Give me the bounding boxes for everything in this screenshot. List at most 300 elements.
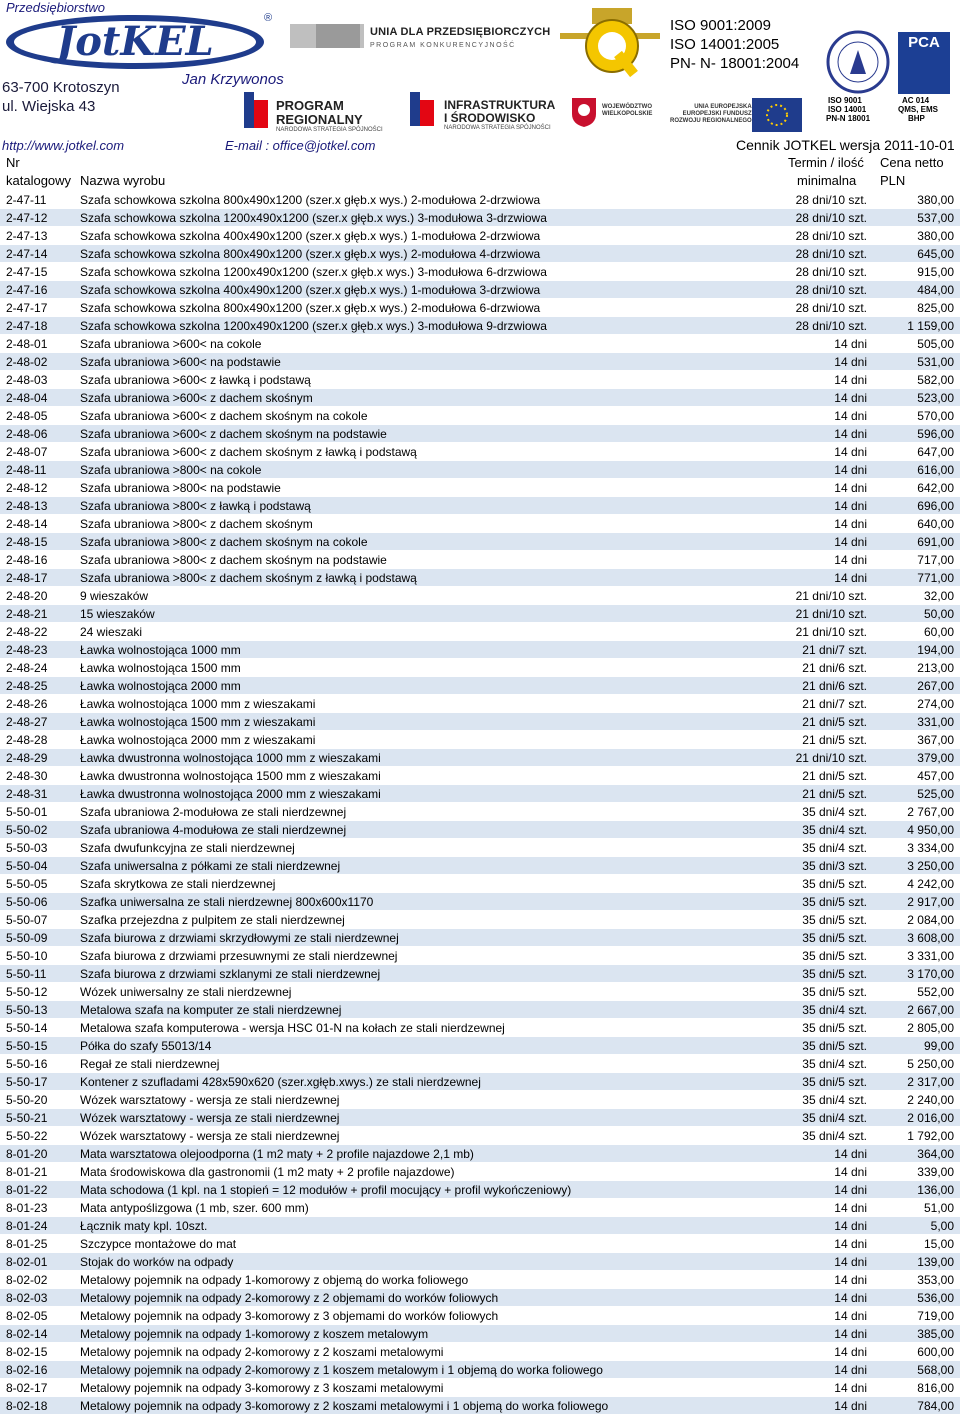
eu-fund-text: [670, 104, 752, 125]
cell-product-name: Mata warsztatowa olejoodporna (1 m2 maty + 2 profile najazdowe 2,1 mb): [80, 1147, 474, 1161]
cell-catalog-number: 2-48-22: [6, 625, 48, 639]
cell-price: 523,00: [917, 391, 954, 405]
cell-lead-time: 14 dni: [834, 481, 867, 495]
ue-title: UNIA DLA PRZEDSIĘBIORCZYCH: [370, 26, 551, 38]
table-row: [0, 263, 960, 281]
cell-catalog-number: 2-48-31: [6, 787, 48, 801]
table-row: [0, 1127, 960, 1145]
cell-price: 2 317,00: [907, 1075, 954, 1089]
table-row: [0, 1091, 960, 1109]
cell-price: 570,00: [917, 409, 954, 423]
cell-lead-time: 14 dni: [834, 1309, 867, 1323]
table-row: [0, 1181, 960, 1199]
cell-lead-time: 35 dni/5 szt.: [802, 985, 867, 999]
col-price-line2: PLN: [880, 173, 906, 188]
table-row: [0, 767, 960, 785]
cell-catalog-number: 5-50-22: [6, 1129, 48, 1143]
cell-catalog-number: 2-48-14: [6, 517, 48, 531]
cell-product-name: Szafa ubraniowa >800< na cokole: [80, 463, 262, 477]
cell-catalog-number: 5-50-17: [6, 1075, 48, 1089]
cell-product-name: Szafa ubraniowa >600< z ławką i podstawą: [80, 373, 311, 387]
cell-lead-time: 28 dni/10 szt.: [795, 229, 867, 243]
table-row: [0, 1307, 960, 1325]
cell-price: 364,00: [917, 1147, 954, 1161]
cell-lead-time: 21 dni/6 szt.: [802, 679, 867, 693]
table-row: [0, 1199, 960, 1217]
cell-catalog-number: 2-47-13: [6, 229, 48, 243]
cell-product-name: Metalowy pojemnik na odpady 1-komorowy z koszem metalowym: [80, 1327, 429, 1341]
cell-price: 457,00: [917, 769, 954, 783]
cell-product-name: Szafa schowkowa szkolna 400x490x1200 (szer.x głęb.x wys.) 1-modułowa 3-drzwiowa: [80, 283, 541, 297]
cell-catalog-number: 5-50-21: [6, 1111, 48, 1125]
cell-lead-time: 14 dni: [834, 1183, 867, 1197]
cell-catalog-number: 5-50-05: [6, 877, 48, 891]
iso-18001: PN- N- 18001:2004: [670, 55, 800, 72]
cell-lead-time: 21 dni/10 szt.: [795, 589, 867, 603]
cell-catalog-number: 5-50-06: [6, 895, 48, 909]
cell-lead-time: 35 dni/5 szt.: [802, 1021, 867, 1035]
ue-subtitle: PROGRAM KONKURENCYJNOŚĆ: [370, 42, 516, 49]
cell-price: 15,00: [923, 1237, 954, 1251]
table-row: [0, 947, 960, 965]
table-row: [0, 659, 960, 677]
table-row: [0, 425, 960, 443]
cell-price: 50,00: [923, 607, 954, 621]
cell-catalog-number: 8-02-15: [6, 1345, 48, 1359]
cell-lead-time: 35 dni/5 szt.: [802, 913, 867, 927]
cell-price: 717,00: [917, 553, 954, 567]
cell-product-name: Szafa dwufunkcyjna ze stali nierdzewnej: [80, 841, 295, 855]
cell-lead-time: 14 dni: [834, 1255, 867, 1269]
cell-catalog-number: 2-48-21: [6, 607, 48, 621]
cell-price: 568,00: [917, 1363, 954, 1377]
cell-lead-time: 28 dni/10 szt.: [795, 211, 867, 225]
cell-price: 825,00: [917, 301, 954, 315]
email-link[interactable]: E-mail : office@jotkel.com: [225, 138, 376, 153]
cell-lead-time: 14 dni: [834, 445, 867, 459]
cell-lead-time: 35 dni/4 szt.: [802, 1093, 867, 1107]
cell-catalog-number: 8-02-02: [6, 1273, 48, 1287]
wojewodztwo-line1: WOJEWÓDZTWO: [602, 104, 652, 110]
cell-lead-time: 14 dni: [834, 1363, 867, 1377]
table-row: [0, 1397, 960, 1415]
table-row: [0, 335, 960, 353]
cell-price: 99,00: [923, 1039, 954, 1053]
cell-product-name: Szafa ubraniowa >600< na cokole: [80, 337, 262, 351]
cell-price: 600,00: [917, 1345, 954, 1359]
program-regionalny-line2: REGIONALNY: [276, 112, 363, 127]
cell-catalog-number: 8-01-22: [6, 1183, 48, 1197]
cell-lead-time: 28 dni/10 szt.: [795, 193, 867, 207]
table-row: [0, 1163, 960, 1181]
cell-catalog-number: 2-48-24: [6, 661, 48, 675]
cell-lead-time: 35 dni/4 szt.: [802, 841, 867, 855]
cell-price: 484,00: [917, 283, 954, 297]
cell-price: 331,00: [917, 715, 954, 729]
cell-product-name: Ławka wolnostojąca 1500 mm: [80, 661, 241, 675]
program-regionalny-logo-icon: [234, 90, 274, 134]
table-row: [0, 983, 960, 1001]
cell-catalog-number: 5-50-12: [6, 985, 48, 999]
cell-price: 32,00: [923, 589, 954, 603]
cell-catalog-number: 2-47-15: [6, 265, 48, 279]
cell-lead-time: 35 dni/4 szt.: [802, 823, 867, 837]
table-row: [0, 677, 960, 695]
cell-catalog-number: 2-47-14: [6, 247, 48, 261]
table-row: [0, 875, 960, 893]
cell-catalog-number: 2-47-16: [6, 283, 48, 297]
table-row: [0, 857, 960, 875]
cell-product-name: 15 wieszaków: [80, 607, 155, 621]
cell-lead-time: 35 dni/4 szt.: [802, 1111, 867, 1125]
table-row: [0, 515, 960, 533]
cell-price: 213,00: [917, 661, 954, 675]
cell-lead-time: 14 dni: [834, 1219, 867, 1233]
table-row: [0, 1073, 960, 1091]
cell-product-name: Kontener z szufladami 428x590x620 (szer.xgłęb.xwys.) ze stali nierdzewnej: [80, 1075, 481, 1089]
cell-lead-time: 35 dni/5 szt.: [802, 877, 867, 891]
quality-q-badge-icon: [560, 2, 660, 82]
cell-product-name: Mata środowiskowa dla gastronomii (1 m2 maty + 2 profile najazdowe): [80, 1165, 455, 1179]
cell-catalog-number: 8-02-01: [6, 1255, 48, 1269]
pca-label: PCA: [908, 34, 940, 51]
cell-product-name: Szafa uniwersalna z półkami ze stali nierdzewnej: [80, 859, 341, 873]
cell-product-name: Ławka dwustronna wolnostojąca 1500 mm z wieszakami: [80, 769, 381, 783]
cell-lead-time: 14 dni: [834, 1237, 867, 1251]
cell-product-name: Półka do szafy 55013/14: [80, 1039, 212, 1053]
cell-catalog-number: 2-47-11: [6, 193, 47, 207]
pca-bhp: BHP: [908, 114, 925, 123]
cell-lead-time: 21 dni/10 szt.: [795, 607, 867, 621]
cell-lead-time: 21 dni/7 szt.: [802, 697, 867, 711]
cell-price: 915,00: [917, 265, 954, 279]
table-row: [0, 731, 960, 749]
cell-price: 525,00: [917, 787, 954, 801]
cell-catalog-number: 2-48-06: [6, 427, 48, 441]
cell-product-name: Szafa skrytkowa ze stali nierdzewnej: [80, 877, 276, 891]
cell-price: 2 667,00: [907, 1003, 954, 1017]
cell-price: 3 250,00: [907, 859, 954, 873]
cell-price: 505,00: [917, 337, 954, 351]
cell-catalog-number: 2-47-17: [6, 301, 48, 315]
cell-product-name: Ławka dwustronna wolnostojąca 2000 mm z wieszakami: [80, 787, 381, 801]
price-list-version: Cennik JOTKEL wersja 2011-10-01: [736, 137, 955, 153]
cell-price: 5,00: [930, 1219, 954, 1233]
cell-product-name: Ławka wolnostojąca 1500 mm z wieszakami: [80, 715, 316, 729]
infrastruktura-title: [444, 99, 555, 125]
registered-mark: ®: [264, 12, 273, 24]
pca-ac: AC 014: [902, 96, 930, 105]
col-nr-line2: katalogowy: [6, 173, 72, 188]
iso-14001: ISO 14001:2005: [670, 36, 780, 53]
cell-price: 380,00: [917, 229, 954, 243]
cell-catalog-number: 2-48-05: [6, 409, 48, 423]
cell-product-name: Szafa biurowa z drzwiami przesuwnymi ze stali nierdzewnej: [80, 949, 398, 963]
cell-catalog-number: 8-01-23: [6, 1201, 48, 1215]
cell-product-name: 9 wieszaków: [80, 589, 149, 603]
cell-price: 51,00: [923, 1201, 954, 1215]
cell-product-name: Ławka dwustronna wolnostojąca 1000 mm z wieszakami: [80, 751, 381, 765]
cell-product-name: Szafa ubraniowa >800< z dachem skośnym na cokole: [80, 535, 368, 549]
table-row: [0, 353, 960, 371]
cell-lead-time: 14 dni: [834, 391, 867, 405]
cell-catalog-number: 8-02-17: [6, 1381, 48, 1395]
infrastruktura-line1: INFRASTRUKTURA: [444, 98, 556, 112]
website-link[interactable]: http://www.jotkel.com: [2, 138, 125, 153]
cell-product-name: Ławka wolnostojąca 1000 mm: [80, 643, 241, 657]
cell-catalog-number: 5-50-14: [6, 1021, 48, 1035]
cell-product-name: Szafa ubraniowa >800< z ławką i podstawą: [80, 499, 311, 513]
pca-badge: [898, 32, 950, 94]
jotkel-logo: [4, 13, 266, 71]
cell-lead-time: 28 dni/10 szt.: [795, 283, 867, 297]
cell-price: 385,00: [917, 1327, 954, 1341]
col-term-line2: minimalna: [797, 173, 857, 188]
cell-price: 582,00: [917, 373, 954, 387]
cell-product-name: Wózek uniwersalny ze stali nierdzewnej: [80, 985, 292, 999]
cell-price: 536,00: [917, 1291, 954, 1305]
cell-price: 4 950,00: [907, 823, 954, 837]
cell-price: 784,00: [917, 1399, 954, 1413]
cell-product-name: Metalowy pojemnik na odpady 3-komorowy z 3 koszami metalowymi: [80, 1381, 444, 1395]
logo-text: JotKEL: [56, 18, 214, 65]
cell-lead-time: 14 dni: [834, 1291, 867, 1305]
table-row: [0, 533, 960, 551]
cell-product-name: Szafa ubraniowa >600< z dachem skośnym z ławką i podstawą: [80, 445, 417, 459]
cell-price: 2 767,00: [907, 805, 954, 819]
table-row: [0, 1361, 960, 1379]
cell-lead-time: 21 dni/5 szt.: [802, 715, 867, 729]
cell-product-name: 24 wieszaki: [80, 625, 143, 639]
cell-product-name: Szafa schowkowa szkolna 1200x490x1200 (szer.x głęb.x wys.) 3-modułowa 9-drzwiowa: [80, 319, 547, 333]
cell-price: 3 608,00: [907, 931, 954, 945]
cell-lead-time: 14 dni: [834, 499, 867, 513]
table-row: [0, 1109, 960, 1127]
table-row: [0, 839, 960, 857]
cell-catalog-number: 5-50-15: [6, 1039, 48, 1053]
table-row: [0, 1379, 960, 1397]
table-row: [0, 461, 960, 479]
cell-price: 647,00: [917, 445, 954, 459]
cell-price: 267,00: [917, 679, 954, 693]
cell-product-name: Szafa schowkowa szkolna 800x490x1200 (szer.x głęb.x wys.) 2-modułowa 4-drzwiowa: [80, 247, 541, 261]
cell-price: 339,00: [917, 1165, 954, 1179]
cell-price: 380,00: [917, 193, 954, 207]
cell-price: 696,00: [917, 499, 954, 513]
cell-price: 4 242,00: [907, 877, 954, 891]
cell-catalog-number: 2-48-13: [6, 499, 48, 513]
cell-product-name: Szafa schowkowa szkolna 1200x490x1200 (szer.x głęb.x wys.) 3-modułowa 6-drzwiowa: [80, 265, 547, 279]
cell-price: 640,00: [917, 517, 954, 531]
cell-product-name: Szafa ubraniowa >800< z dachem skośnym z ławką i podstawą: [80, 571, 417, 585]
cell-lead-time: 14 dni: [834, 1147, 867, 1161]
cell-lead-time: 21 dni/10 szt.: [795, 751, 867, 765]
table-row: [0, 245, 960, 263]
table-row: [0, 1037, 960, 1055]
infrastruktura-line2: I ŚRODOWISKO: [444, 111, 536, 125]
wojewodztwo-line2: WIELKOPOLSKIE: [602, 111, 653, 117]
cell-lead-time: 35 dni/4 szt.: [802, 1129, 867, 1143]
cell-price: 719,00: [917, 1309, 954, 1323]
cell-catalog-number: 2-48-03: [6, 373, 48, 387]
eu-flag-icon: [752, 98, 802, 132]
cell-product-name: Ławka wolnostojąca 2000 mm: [80, 679, 241, 693]
infrastruktura-logo-icon: [402, 88, 442, 132]
table-row: [0, 209, 960, 227]
program-regionalny-sub: NARODOWA STRATEGIA SPÓJNOŚCI: [276, 127, 383, 133]
cell-catalog-number: 2-48-16: [6, 553, 48, 567]
cell-price: 552,00: [917, 985, 954, 999]
cell-catalog-number: 5-50-01: [6, 805, 48, 819]
cell-catalog-number: 2-48-15: [6, 535, 48, 549]
cell-catalog-number: 2-48-27: [6, 715, 48, 729]
table-row: [0, 713, 960, 731]
program-regionalny-title: [276, 99, 363, 127]
eu-fund-line1: UNIA EUROPEJSKA: [694, 104, 752, 110]
cell-lead-time: 14 dni: [834, 373, 867, 387]
table-row: [0, 1001, 960, 1019]
cell-product-name: Wózek warsztatowy - wersja ze stali nierdzewnej: [80, 1093, 340, 1107]
cell-catalog-number: 8-01-21: [6, 1165, 48, 1179]
cell-product-name: Metalowa szafa komputerowa - wersja HSC 01-N na kołach ze stali nierdzewnej: [80, 1021, 505, 1035]
cell-price: 691,00: [917, 535, 954, 549]
cell-lead-time: 14 dni: [834, 1201, 867, 1215]
cell-lead-time: 35 dni/5 szt.: [802, 967, 867, 981]
header: [0, 0, 960, 155]
cell-catalog-number: 2-48-30: [6, 769, 48, 783]
cell-price: 274,00: [917, 697, 954, 711]
table-row: [0, 1253, 960, 1271]
cell-product-name: Metalowy pojemnik na odpady 2-komorowy z 2 koszami metalowymi: [80, 1345, 444, 1359]
cell-price: 3 170,00: [907, 967, 954, 981]
iso-9001: ISO 9001:2009: [670, 17, 771, 34]
cell-product-name: Szafa schowkowa szkolna 800x490x1200 (szer.x głęb.x wys.) 2-modułowa 6-drzwiowa: [80, 301, 541, 315]
cell-lead-time: 14 dni: [834, 427, 867, 441]
cell-product-name: Wózek warsztatowy - wersja ze stali nierdzewnej: [80, 1111, 340, 1125]
table-row: [0, 443, 960, 461]
cell-catalog-number: 5-50-16: [6, 1057, 48, 1071]
cell-price: 194,00: [917, 643, 954, 657]
cell-product-name: Mata antypoślizgowa (1 mb, szer. 600 mm): [80, 1201, 309, 1215]
cert-iso-14001: ISO 14001: [828, 105, 867, 114]
company-street: ul. Wiejska 43: [2, 98, 96, 115]
cell-catalog-number: 5-50-13: [6, 1003, 48, 1017]
table-row: [0, 695, 960, 713]
cell-price: 2 084,00: [907, 913, 954, 927]
cell-product-name: Szafa ubraniowa 2-modułowa ze stali nierdzewnej: [80, 805, 347, 819]
table-row: [0, 623, 960, 641]
cell-catalog-number: 8-02-03: [6, 1291, 48, 1305]
cell-lead-time: 14 dni: [834, 1273, 867, 1287]
table-row: [0, 1289, 960, 1307]
col-term-line1: Termin / ilość: [788, 155, 864, 170]
company-owner: Jan Krzywonos: [182, 71, 284, 88]
cell-lead-time: 35 dni/4 szt.: [802, 805, 867, 819]
table-row: [0, 569, 960, 587]
cell-price: 139,00: [917, 1255, 954, 1269]
cell-catalog-number: 8-01-25: [6, 1237, 48, 1251]
cell-catalog-number: 2-48-12: [6, 481, 48, 495]
cell-lead-time: 14 dni: [834, 463, 867, 477]
cell-lead-time: 14 dni: [834, 337, 867, 351]
cell-price: 2 016,00: [907, 1111, 954, 1125]
cell-lead-time: 14 dni: [834, 1327, 867, 1341]
cell-catalog-number: 2-48-25: [6, 679, 48, 693]
cell-price: 645,00: [917, 247, 954, 261]
cell-lead-time: 14 dni: [834, 1165, 867, 1179]
eu-fund-line3: ROZWOJU REGIONALNEGO: [670, 118, 752, 124]
cell-price: 771,00: [917, 571, 954, 585]
cell-product-name: Szafa schowkowa szkolna 400x490x1200 (szer.x głęb.x wys.) 1-modułowa 2-drzwiowa: [80, 229, 541, 243]
table-row: [0, 929, 960, 947]
table-row: [0, 371, 960, 389]
cell-catalog-number: 8-02-16: [6, 1363, 48, 1377]
table-row: [0, 281, 960, 299]
cell-lead-time: 35 dni/4 szt.: [802, 1003, 867, 1017]
cell-product-name: Szczypce montażowe do mat: [80, 1237, 237, 1251]
cell-catalog-number: 2-48-23: [6, 643, 48, 657]
cell-lead-time: 35 dni/5 szt.: [802, 1075, 867, 1089]
cell-lead-time: 35 dni/5 szt.: [802, 1039, 867, 1053]
cell-lead-time: 21 dni/10 szt.: [795, 625, 867, 639]
cell-price: 531,00: [917, 355, 954, 369]
cell-price: 5 250,00: [907, 1057, 954, 1071]
table-row: [0, 389, 960, 407]
table-row: [0, 1019, 960, 1037]
cell-catalog-number: 2-48-11: [6, 463, 47, 477]
cell-catalog-number: 2-47-18: [6, 319, 48, 333]
cell-lead-time: 14 dni: [834, 517, 867, 531]
cell-lead-time: 21 dni/5 szt.: [802, 787, 867, 801]
cell-catalog-number: 8-02-18: [6, 1399, 48, 1413]
cell-catalog-number: 2-48-01: [6, 337, 48, 351]
col-name: Nazwa wyrobu: [80, 173, 166, 188]
table-row: [0, 803, 960, 821]
cell-catalog-number: 2-48-02: [6, 355, 48, 369]
cell-catalog-number: 2-48-17: [6, 571, 48, 585]
cell-product-name: Metalowy pojemnik na odpady 3-komorowy z 3 objemami do worków foliowych: [80, 1309, 499, 1323]
cell-catalog-number: 2-48-07: [6, 445, 48, 459]
cell-product-name: Ławka wolnostojąca 2000 mm z wieszakami: [80, 733, 316, 747]
cell-product-name: Ławka wolnostojąca 1000 mm z wieszakami: [80, 697, 316, 711]
table-row: [0, 893, 960, 911]
cell-price: 616,00: [917, 463, 954, 477]
cell-price: 816,00: [917, 1381, 954, 1395]
cell-price: 136,00: [917, 1183, 954, 1197]
cell-lead-time: 21 dni/5 szt.: [802, 733, 867, 747]
cell-product-name: Szafa biurowa z drzwiami szklanymi ze stali nierdzewnej: [80, 967, 381, 981]
cell-lead-time: 35 dni/5 szt.: [802, 931, 867, 945]
cell-product-name: Szafa schowkowa szkolna 800x490x1200 (szer.x głęb.x wys.) 2-modułowa 2-drzwiowa: [80, 193, 541, 207]
table-row: [0, 1325, 960, 1343]
table-row: [0, 317, 960, 335]
col-price-line1: Cena netto: [880, 155, 944, 170]
eu-fund-line2: EUROPEJSKI FUNDUSZ: [682, 111, 752, 117]
cell-lead-time: 14 dni: [834, 355, 867, 369]
table-row: [0, 299, 960, 317]
certification-seal-icon: [826, 30, 890, 94]
table-row: [0, 587, 960, 605]
infrastruktura-sub: NARODOWA STRATEGIA SPÓJNOŚCI: [444, 125, 551, 131]
cell-lead-time: 35 dni/5 szt.: [802, 949, 867, 963]
cell-lead-time: 21 dni/7 szt.: [802, 643, 867, 657]
cell-lead-time: 14 dni: [834, 535, 867, 549]
cell-lead-time: 21 dni/6 szt.: [802, 661, 867, 675]
cell-price: 642,00: [917, 481, 954, 495]
cell-price: 2 240,00: [907, 1093, 954, 1107]
cell-lead-time: 14 dni: [834, 1399, 867, 1413]
cell-catalog-number: 8-02-14: [6, 1327, 48, 1341]
